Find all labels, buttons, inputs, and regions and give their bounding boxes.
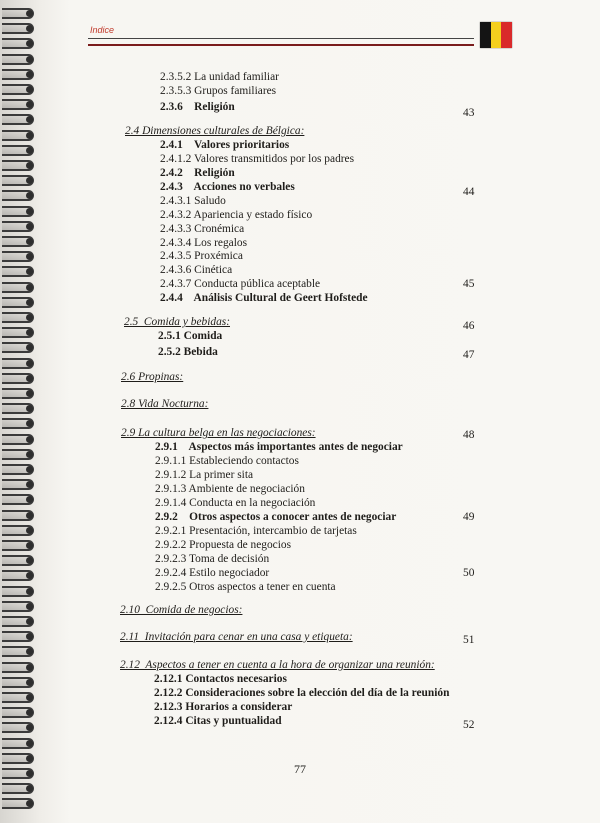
- punch-hole: [26, 10, 33, 17]
- toc-entry: 2.12.2 Consideraciones sobre la elección del día de la reunión: [154, 687, 450, 699]
- punch-hole: [26, 162, 33, 169]
- punch-hole: [26, 56, 33, 63]
- toc-entry: 2.9.1.3 Ambiente de negociación: [155, 483, 305, 495]
- toc-entry: 2.4.3.7 Conducta pública aceptable: [160, 278, 321, 290]
- toc-page-number: 46: [463, 320, 475, 332]
- belgium-flag-icon: [480, 22, 512, 48]
- toc-section-heading: 2.9 La cultura belga en las negociaciones:: [121, 427, 316, 439]
- punch-hole: [26, 694, 33, 701]
- toc-entry: 2.9.1 Aspectos más importantes antes de negociar: [155, 441, 403, 453]
- punch-hole: [26, 603, 33, 610]
- toc-entry: 2.9.1.4 Conducta en la negociación: [155, 497, 316, 509]
- toc-section-heading: 2.5 Comida y bebidas:: [124, 316, 230, 328]
- header-title: Indice: [90, 25, 115, 35]
- toc-page-number: 50: [463, 567, 475, 579]
- toc-entry: 2.4.1.2 Valores transmitidos por los padres: [160, 153, 355, 165]
- punch-hole: [26, 132, 33, 139]
- punch-hole: [26, 284, 33, 291]
- punch-hole: [26, 314, 33, 321]
- flag-stripe-yellow: [491, 22, 502, 48]
- punch-hole: [26, 71, 33, 78]
- toc-entry: 2.4.1 Valores prioritarios: [160, 139, 290, 151]
- toc-entry: 2.4.3.5 Proxémica: [160, 250, 243, 262]
- toc-entry: 2.9.2.4 Estilo negociador: [155, 567, 270, 579]
- punch-hole: [26, 466, 33, 473]
- toc-entry: 2.3.5.2 La unidad familiar: [160, 71, 279, 83]
- toc-entry: 2.4.2 Religión: [160, 167, 235, 179]
- toc-entry: 2.3.6 Religión: [160, 101, 235, 113]
- punch-hole: [26, 208, 33, 215]
- toc-entry: 2.12.3 Horarios a considerar: [154, 701, 293, 713]
- punch-hole: [26, 664, 33, 671]
- toc-entry: 2.4.4 Análisis Cultural de Geert Hofstede: [160, 292, 368, 304]
- toc-page-number: 44: [463, 186, 475, 198]
- toc-section-heading: 2.12 Aspectos a tener en cuenta a la hora de organizar una reunión:: [120, 659, 435, 671]
- toc-entry: 2.4.3.6 Cinética: [160, 264, 233, 276]
- punch-hole: [26, 512, 33, 519]
- page-number: 77: [294, 762, 306, 776]
- punch-hole: [26, 755, 33, 762]
- toc-entry: 2.9.2.1 Presentación, intercambio de tarjetas: [155, 525, 357, 537]
- toc-entry: 2.9.1.2 La primer sita: [155, 469, 254, 481]
- toc-entry: 2.3.5.3 Grupos familiares: [160, 85, 277, 97]
- punch-hole: [26, 238, 33, 245]
- punch-hole: [26, 618, 33, 625]
- toc-page-number: 43: [463, 107, 475, 119]
- toc-page-number: 51: [463, 634, 475, 646]
- toc-page-number: 48: [463, 429, 475, 441]
- punch-hole: [26, 436, 33, 443]
- punch-hole: [26, 542, 33, 549]
- punch-hole: [26, 679, 33, 686]
- toc-entry: 2.4.3.3 Cronémica: [160, 223, 245, 235]
- punch-hole: [26, 740, 33, 747]
- toc-entry: 2.5.2 Bebida: [158, 346, 218, 358]
- toc-entry: 2.4.3.4 Los regalos: [160, 237, 247, 249]
- toc-entry: 2.9.2 Otros aspectos a conocer antes de negociar: [155, 511, 397, 523]
- toc-entry: 2.4.3.1 Saludo: [160, 195, 226, 207]
- toc-section-heading: 2.4 Dimensiones culturales de Bélgica:: [125, 125, 305, 137]
- toc-section-heading: 2.6 Propinas:: [121, 371, 184, 383]
- spiral-binding: [0, 8, 40, 818]
- punch-hole: [26, 588, 33, 595]
- flag-stripe-red: [501, 22, 512, 48]
- toc-section-heading: 2.8 Vida Nocturna:: [121, 398, 209, 410]
- punch-hole: [26, 147, 33, 154]
- punch-hole: [26, 451, 33, 458]
- punch-hole: [26, 375, 33, 382]
- punch-hole: [26, 360, 33, 367]
- toc-entry: 2.4.3.2 Apariencia y estado físico: [160, 209, 313, 221]
- toc-entry: 2.5.1 Comida: [158, 330, 223, 342]
- toc-page-number: 47: [463, 349, 475, 361]
- header-rule-thick: [88, 44, 474, 46]
- toc-entry: 2.12.4 Citas y puntualidad: [154, 715, 282, 727]
- punch-hole: [26, 299, 33, 306]
- toc-entry: 2.4.3 Acciones no verbales: [160, 181, 295, 193]
- toc-page-number: 45: [463, 278, 475, 290]
- toc-page-number: 52: [463, 719, 475, 731]
- toc-page-number: 49: [463, 511, 475, 523]
- toc-entry: 2.9.2.2 Propuesta de negocios: [155, 539, 292, 551]
- toc-entry: 2.9.2.5 Otros aspectos a tener en cuenta: [155, 581, 336, 593]
- toc-section-heading: 2.11 Invitación para cenar en una casa y etiqueta:: [120, 631, 353, 643]
- punch-hole: [26, 527, 33, 534]
- toc-section-heading: 2.10 Comida de negocios:: [120, 604, 243, 616]
- toc-entry: 2.9.1.1 Estableciendo contactos: [155, 455, 299, 467]
- header-rule-thin: [88, 38, 474, 39]
- punch-hole: [26, 390, 33, 397]
- punch-hole: [26, 223, 33, 230]
- punch-hole: [26, 86, 33, 93]
- toc-entry: 2.12.1 Contactos necesarios: [154, 673, 287, 685]
- flag-stripe-black: [480, 22, 491, 48]
- toc-entry: 2.9.2.3 Toma de decisión: [155, 553, 270, 565]
